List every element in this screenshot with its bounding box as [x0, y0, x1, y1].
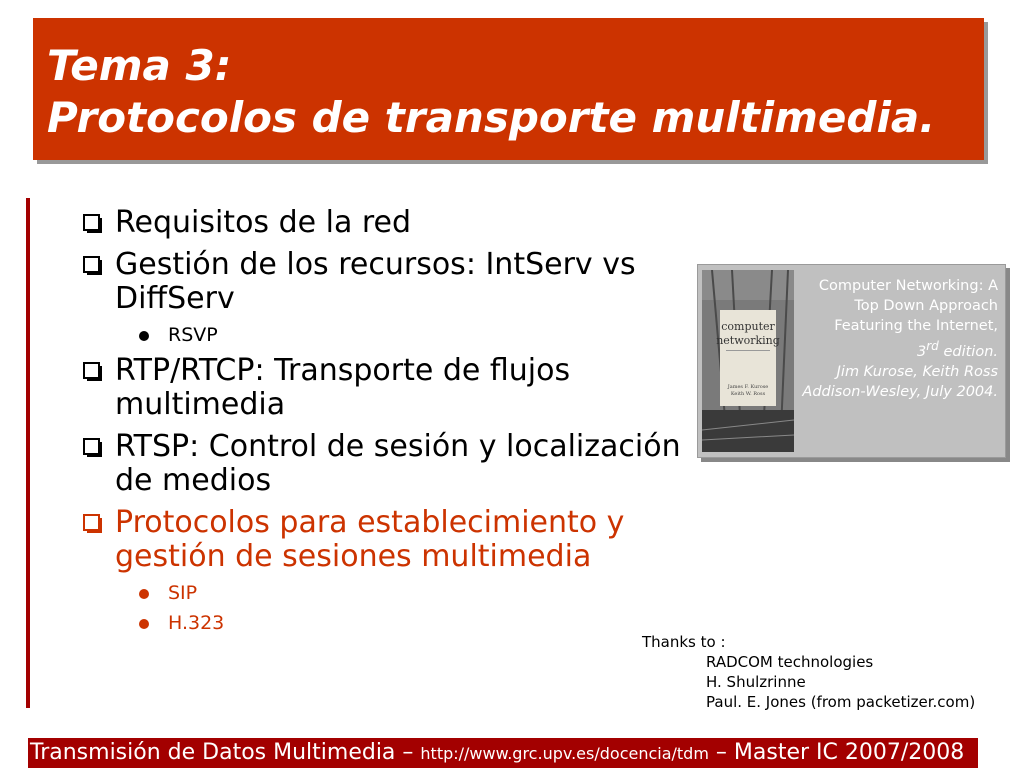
edition-word: edition. — [938, 343, 998, 360]
bullet-item-1 — [82, 206, 682, 240]
sub-item-h323 — [82, 610, 682, 636]
footer-bar — [28, 738, 978, 768]
thanks-heading: Thanks to : — [642, 633, 726, 651]
cover-title-2: networking — [716, 334, 780, 347]
book-cover-image — [702, 270, 794, 452]
acknowledgements — [642, 632, 975, 712]
checkbox-bullet-icon — [82, 255, 104, 277]
sub-item-text: RSVP — [168, 324, 218, 346]
bullet-list — [82, 206, 682, 642]
dot-bullet-icon — [139, 619, 149, 629]
book-edition — [794, 336, 998, 362]
footer-url: http://www.grc.upv.es/docencia/tdm — [420, 744, 709, 763]
book-title-line-2: Top Down Approach — [854, 298, 998, 314]
sub-item-text: H.323 — [168, 612, 225, 634]
book-title-line-1: Computer Networking: A — [818, 278, 998, 294]
footer-course: Transmisión de Datos Multimedia – — [30, 740, 421, 765]
sub-item-sip — [82, 580, 682, 606]
sub-item-text: SIP — [168, 582, 198, 604]
bullet-item-3 — [82, 354, 682, 422]
bullet-item-4 — [82, 430, 682, 498]
dot-bullet-icon — [139, 331, 149, 341]
book-publisher: Addison-Wesley, July 2004. — [802, 383, 998, 400]
checkbox-bullet-icon — [82, 361, 104, 383]
thanks-list — [642, 652, 975, 712]
bullet-text: RTSP: Control de sesión y localización de medios — [115, 429, 681, 498]
cover-author-1: James F. Kurose — [727, 384, 769, 390]
title-line-1: Tema 3: — [47, 41, 232, 90]
cover-title-1: computer — [721, 320, 775, 333]
thanks-name: Paul. E. Jones (from packetizer.com) — [706, 693, 976, 711]
sub-item-rsvp — [82, 322, 682, 348]
checkbox-bullet-icon — [82, 513, 104, 535]
bullet-text: Protocolos para establecimiento y gestión de sesiones multimedia — [115, 505, 625, 574]
checkbox-bullet-icon — [82, 437, 104, 459]
checkbox-bullet-icon — [82, 213, 104, 235]
bullet-item-5 — [82, 506, 682, 574]
thanks-name: RADCOM technologies — [706, 653, 874, 671]
dot-bullet-icon — [139, 589, 149, 599]
cover-author-2: Keith W. Ross — [730, 391, 766, 397]
bullet-text: Requisitos de la red — [115, 205, 412, 240]
thanks-name: H. Shulzrinne — [706, 673, 806, 691]
left-accent-bar — [26, 198, 30, 708]
edition-number: 3 — [916, 343, 927, 360]
bullet-item-2 — [82, 248, 682, 316]
slide-title-box — [33, 18, 984, 160]
book-authors: Jim Kurose, Keith Ross — [836, 363, 998, 380]
title-line-2: Protocolos de transporte multimedia. — [47, 93, 936, 142]
book-citation — [794, 276, 998, 402]
footer-program: – Master IC 2007/2008 — [708, 740, 965, 765]
bullet-text: RTP/RTCP: Transporte de flujos multimedia — [115, 353, 571, 422]
edition-ordinal: rd — [926, 339, 939, 353]
book-title-line-3: Featuring the Internet, — [834, 318, 998, 334]
bullet-text: Gestión de los recursos: IntServ vs DiffServ — [115, 247, 636, 316]
